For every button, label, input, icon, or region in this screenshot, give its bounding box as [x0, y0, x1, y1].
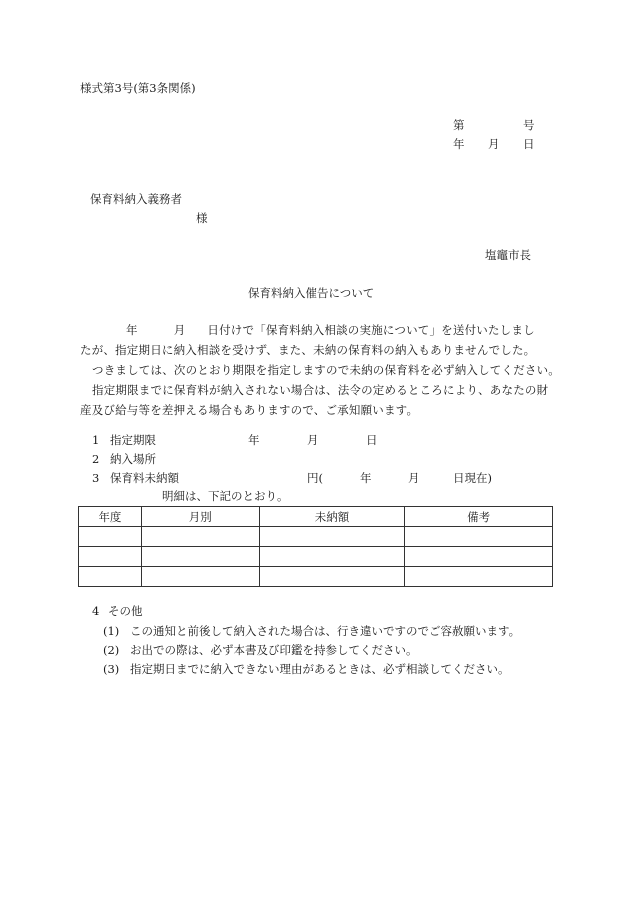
date-month: 月: [488, 137, 500, 151]
item-3-number: 3: [92, 471, 100, 485]
note-1-number: (1): [103, 624, 120, 638]
arrears-table: [78, 506, 553, 587]
body-year: 年: [126, 323, 138, 337]
date-year: 年: [453, 137, 465, 151]
doc-number-go: 号: [523, 118, 535, 132]
recipient-title: 保育料納入義務者: [90, 192, 182, 206]
table-header-row: [79, 507, 553, 527]
date-day: 日: [523, 137, 535, 151]
item-4-number: 4: [92, 604, 100, 618]
table-row: [79, 567, 553, 587]
item-1-year: 年: [248, 433, 260, 447]
body-text: [80, 320, 560, 420]
item-2-number: 2: [92, 452, 100, 466]
item-3-yen: 円(: [307, 471, 323, 485]
item-3-year: 年: [360, 471, 372, 485]
body-line-1-rest: 日付けで「保育料納入相談の実施について」を送付いたしまし: [207, 323, 535, 337]
body-line-5: 産及び給与等を差押える場合もありますので、ご承知願います。: [80, 403, 419, 417]
note-2-text: お出での際は、必ず本書及び印鑑を持参してください。: [130, 643, 418, 657]
item-4-title: その他: [108, 604, 143, 618]
body-line-4: 指定期限までに保育料が納入されない場合は、法令の定めるところにより、あなたの財: [92, 383, 549, 397]
item-2-label: 納入場所: [110, 452, 156, 466]
header-remarks: 備考: [405, 507, 553, 527]
item-1-day: 日: [366, 433, 378, 447]
body-line-2: たが、指定期日に納入相談を受けず、また、未納の保育料の納入もありませんでした。: [80, 343, 536, 357]
header-unpaid-amount: 未納額: [259, 507, 405, 527]
doc-number-dai: 第: [453, 118, 465, 132]
body-line-3: つきましては、次のとおり期限を指定しますので未納の保育料を必ず納入してください。: [92, 363, 560, 377]
subject-title: 保育料納入催告について: [248, 286, 375, 300]
item-1-label: 指定期限: [110, 433, 156, 447]
sender: 塩竈市長: [485, 248, 531, 262]
item-1-number: 1: [92, 433, 100, 447]
body-line-1: [80, 320, 560, 340]
table-row: [79, 547, 553, 567]
note-1-text: この通知と前後して納入された場合は、行き違いですのでご容赦願います。: [130, 624, 521, 638]
note-3-text: 指定期日までに納入できない理由があるときは、必ず相談してください。: [130, 662, 510, 676]
item-3-day-now: 日現在): [453, 471, 492, 485]
item-3-label: 保育料未納額: [110, 471, 179, 485]
header-month: 月別: [141, 507, 259, 527]
detail-note: 明細は、下記のとおり。: [162, 489, 289, 503]
item-3-month: 月: [408, 471, 420, 485]
recipient-honorific: 様: [196, 211, 208, 225]
note-2-number: (2): [103, 643, 120, 657]
table-row: [79, 527, 553, 547]
note-3-number: (3): [103, 662, 120, 676]
header-fiscal-year: 年度: [79, 507, 142, 527]
form-number: 様式第3号(第3条関係): [80, 81, 196, 95]
item-1-month: 月: [307, 433, 319, 447]
body-month: 月: [173, 323, 186, 337]
